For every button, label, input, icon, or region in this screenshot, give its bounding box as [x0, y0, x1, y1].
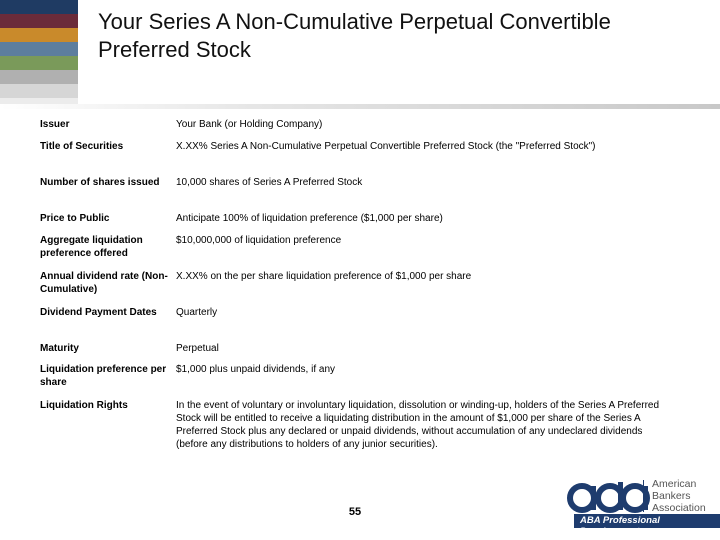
wordmark-line: American: [652, 478, 697, 490]
row-value: Quarterly: [176, 307, 218, 318]
row-label: Dividend Payment Dates: [40, 307, 157, 318]
aba-tagline: ABA Professional Development: [580, 515, 660, 537]
stripe: [0, 84, 78, 98]
row-value: X.XX% Series A Non-Cumulative Perpetual Convertible Preferred Stock (the "Preferred Stock"): [176, 141, 596, 152]
row-value: Anticipate 100% of liquidation preference ($1,000 per share): [176, 213, 443, 224]
row-label: Liquidation preference per share: [40, 364, 167, 388]
row-value: $1,000 plus unpaid dividends, if any: [176, 364, 336, 375]
row-value: X.XX% on the per share liquidation preference of $1,000 per share: [176, 271, 472, 282]
row-value: In the event of voluntary or involuntary liquidation, dissolution or winding-up, holders of the Series A Preferred Stock will be entitled to receive a liquidating distribution in the amount of $1,000 per share of the Series A Preferred Stock plus any declared or unpaid dividends, without accumulation of any undeclared dividends (before any distributions to holders of any junior securities).: [176, 400, 660, 450]
page-number: 55: [348, 506, 362, 518]
aba-wordmark: [652, 478, 706, 514]
row-label: Maturity: [40, 343, 79, 354]
aba-logo-mark: [570, 482, 648, 510]
title-line-1: Your Series A Non-Cumulative Perpetual Convertible: [98, 9, 611, 34]
stripe: [0, 42, 78, 56]
row-label: Number of shares issued: [40, 177, 160, 188]
title-line-2: Preferred Stock: [98, 37, 251, 62]
row-label: Issuer: [40, 119, 70, 130]
stripe: [0, 28, 78, 42]
logo-separator: [643, 480, 644, 512]
stripe: [0, 56, 78, 70]
row-value: $10,000,000 of liquidation preference: [176, 235, 342, 246]
row-value: 10,000 shares of Series A Preferred Stock: [176, 177, 363, 188]
header-divider: [0, 104, 720, 109]
row-value: Your Bank (or Holding Company): [176, 119, 323, 130]
stripe: [0, 70, 78, 84]
row-value: Perpetual: [176, 343, 219, 354]
wordmark-line: Bankers: [652, 490, 691, 502]
stripe: [0, 14, 78, 28]
row-label: Annual dividend rate (Non-Cumulative): [40, 271, 168, 295]
decorative-stripes: [0, 0, 78, 112]
row-label: Aggregate liquidation preference offered: [40, 235, 143, 259]
row-label: Price to Public: [40, 213, 110, 224]
row-label: Liquidation Rights: [40, 400, 128, 411]
row-label: Title of Securities: [40, 141, 124, 152]
stripe: [0, 0, 78, 14]
page-title: [98, 8, 708, 64]
wordmark-line: Association: [652, 502, 706, 514]
